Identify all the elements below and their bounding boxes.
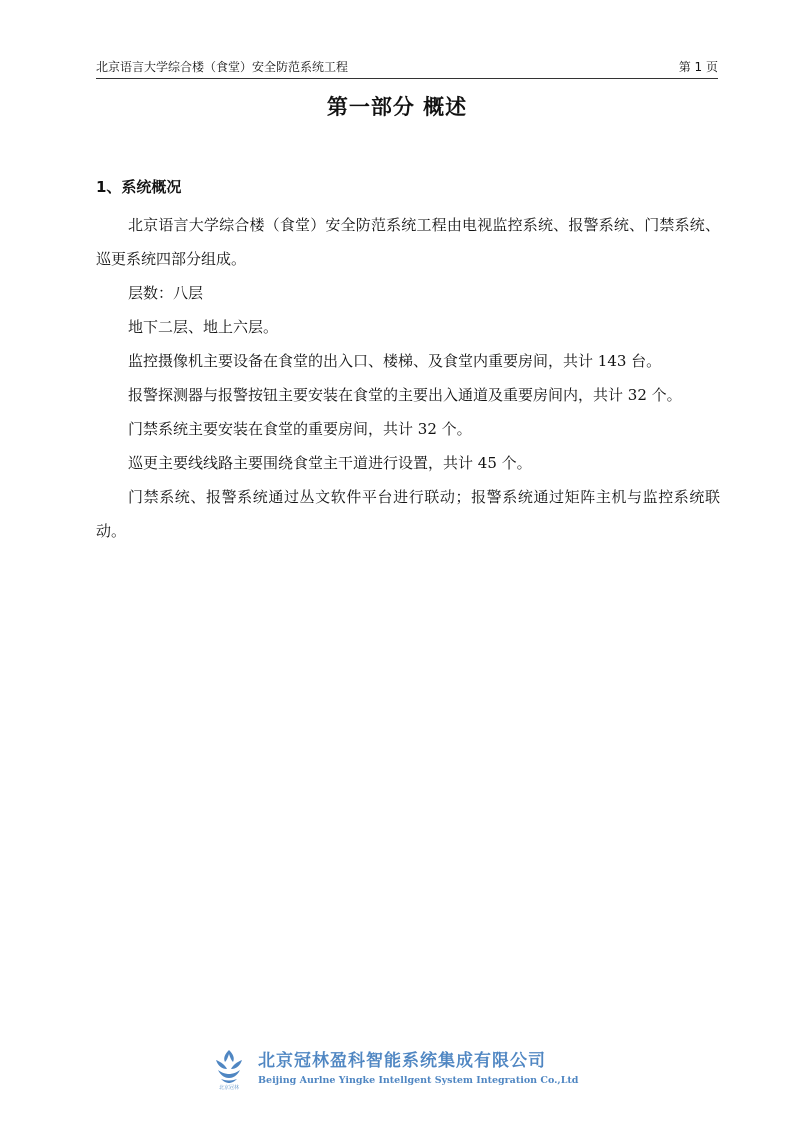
logo-caption: 北京冠林 xyxy=(218,1085,239,1091)
page-header xyxy=(96,58,718,79)
company-name-en: Beijing Aurlne Yingke Intellgent System Integration Co.,Ltd xyxy=(258,1075,579,1086)
paragraph-cameras: 监控摄像机主要设备在食堂的出入口、楼梯、及食堂内重要房间，共计 143 台。 xyxy=(128,352,662,370)
paragraph-alarms: 报警探测器与报警按钮主要安装在食堂的主要出入通道及重要房间内，共计 32 个。 xyxy=(128,386,682,404)
paragraph-access-control: 门禁系统主要安装在食堂的重要房间，共计 32 个。 xyxy=(128,420,472,438)
paragraph-floors: 层数：八层 xyxy=(128,284,204,302)
header-page-number: 第 1 页 xyxy=(678,60,718,74)
company-footer xyxy=(212,1048,592,1096)
header-title: 北京语言大学综合楼（食堂）安全防范系统工程 xyxy=(96,60,349,74)
paragraph-patrol: 巡更主要线线路主要围绕食堂主干道进行设置，共计 45 个。 xyxy=(128,454,532,472)
company-name-cn: 北京冠林盈科智能系统集成有限公司 xyxy=(258,1051,546,1071)
paragraph-floor-detail: 地下二层、地上六层。 xyxy=(128,318,279,336)
paragraph-linkage: 门禁系统、报警系统通过丛文软件平台进行联动；报警系统通过矩阵主机与监控系统联动。 xyxy=(96,488,720,540)
page-title: 第一部分 概述 xyxy=(326,95,468,119)
section-heading: 1、系统概况 xyxy=(96,178,182,196)
paragraph-overview: 北京语言大学综合楼（食堂）安全防范系统工程由电视监控系统、报警系统、门禁系统、巡更系统四部分组成。 xyxy=(96,216,720,268)
section-body xyxy=(96,208,720,548)
